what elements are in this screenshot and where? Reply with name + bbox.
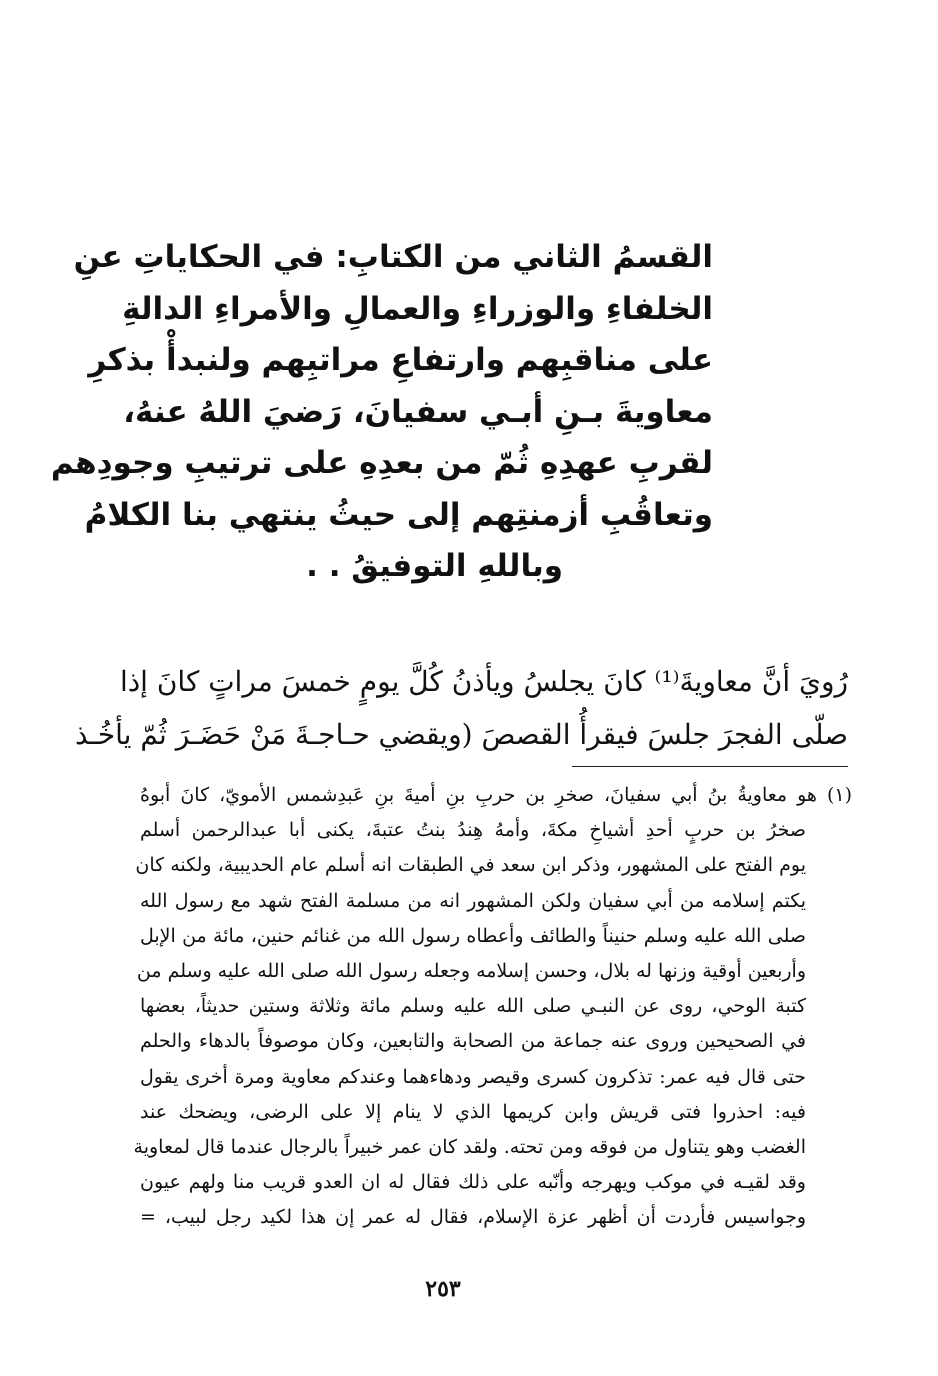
section-heading [50,232,713,593]
page-number: ٢٥٣ [425,1276,461,1302]
heading-line: وتعاقُبِ أزمنتِهم إلى حيثُ ينتهي بنا الكلامُ [84,496,713,533]
body-line: صلّى الفجرَ جلسَ فيقرأُ القصصَ (ويقضي حـاجـةَ مَنْ حَضَـرَ ثُمّ يأخُـذ [74,718,848,751]
body-paragraph [74,655,848,761]
footnote-divider [572,766,848,767]
heading-line: لقربِ عهدِهِ ثُمّ من بعدِهِ على ترتيبِ وجودِهم [50,445,713,481]
heading-line: القسمُ الثاني من الكتابِ: في الحكاياتِ عنِ [73,239,713,275]
footnote-line: وأربعين أوقية وزنها له بلال، وحسن إسلامه وجعله رسول الله صلى الله عليه وسلم من [136,960,806,983]
footnote-line: صلى الله عليه وسلم حنيناً والطائف وأعطاه رسول الله من غنائم حنين، مائة من الإبل [140,924,806,947]
footnote-line [140,778,852,813]
footnote-line: وجواسيس فأردت أن أظهر عزة الإسلام، فقال له عمر إن هذا لكيد رجل لبيب، = [140,1206,806,1229]
footnote-line: في الصحيحين وروى عنه جماعة من الصحابة والتابعين، وكان موصوفاً بالدهاء والحلم [140,1030,806,1053]
footnote-line: كتبة الوحي، روى عن النبـي صلى الله عليه وسلم مائة وثلاثة وستين حديثاً، بعضها [140,995,806,1018]
heading-line: معاويةَ بـنِ أبـي سفيانَ، رَضيَ اللهُ عنهُ، [123,393,713,430]
body-line: رُويَ أنَّ معاويةَ⁽¹⁾ كانَ يجلسُ ويأذنُ كُلَّ يومٍ خمسَ مراتٍ كانَ إذا [119,665,848,698]
footnote [133,778,852,1236]
footnote-line: وقد لقيـه في موكب ويهرجه وأنّبه على ذلك فقال له ان العدو قريب منا ولهم عيون [140,1171,806,1194]
footnote-marker: (١) [826,784,852,806]
footnote-line: فيه: احذروا فتى قريش وابن كريمها الذي لا ينام إلا على الرضى، ويضحك عند [140,1100,806,1123]
heading-line: على مناقبِهم وارتفاعِ مراتبِهم ولنبدأْ بذكرِ [88,342,713,378]
footnote-line: حتى قال فيه عمر: تذكرون كسرى وقيصر ودهاءهما وعندكم معاوية ومرة أخرى يقول [140,1065,806,1088]
footnote-line: يوم الفتح على المشهور، وذكر ابن سعد في الطبقات انه أسلم عام الحديبية، ولكنه كان [135,854,806,877]
footnote-line: الغضب وهو يتناول من فوقه ومن تحته. ولقد كان عمر خبيراً بالرجال عندما قال لمعاوية [133,1136,806,1159]
footnote-first-text: هو معاويةُ بنُ أبي سفيانَ، صخرِ بن حربِ بنِ أميةَ بنِ عَبدِشمس الأمويّ، كانَ أبوهُ [140,784,817,806]
heading-line: الخلفاءِ والوزراءِ والعمالِ والأمراءِ الدالةِ [122,290,713,327]
heading-line: وباللهِ التوفيقُ . . [306,548,563,584]
footnote-line: يكتم إسلامه من أبي سفيان ولكن المشهور انه من مسلمة الفتح شهد مع رسول الله [140,889,806,912]
footnote-line: صخرُ بن حربٍ أحدِ أشياخِ مكةَ، وأمهُ هِندُ بنتُ عتبةَ، يكنى أبا عبدالرحمن أسلم [140,819,806,842]
